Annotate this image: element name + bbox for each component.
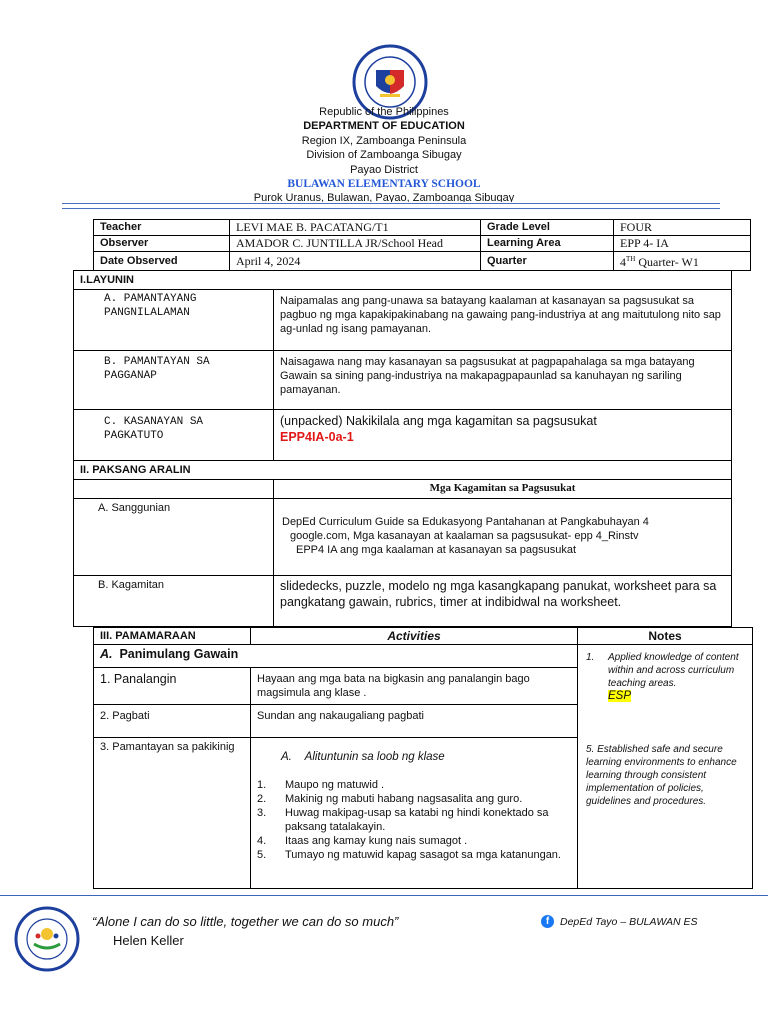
teacher-label: Teacher [94, 220, 230, 236]
note-5: 5. Established safe and secure learning environments to enhance learning through consistent implementation of policies, guidelines and procedures. [586, 744, 737, 807]
header-region: Region IX, Zamboanga Peninsula [301, 135, 467, 147]
rule-number: 1. [257, 779, 267, 791]
pamantayan-pakikinig-cell [251, 738, 578, 889]
grade-value: FOUR [614, 220, 751, 236]
pamantayan-sa-pagganap-label: B. PAMANTAYAN SA PAGGANAP [74, 351, 274, 410]
section-a-letter: A. [100, 647, 113, 661]
quarter-number: 4 [620, 255, 626, 269]
facebook-icon: f [541, 915, 554, 928]
notes-header: Notes [578, 628, 753, 645]
kasanayan-label: C. KASANAYAN SA PAGKATUTO [74, 410, 274, 461]
grade-label: Grade Level [481, 220, 614, 236]
footer-quote: “Alone I can do so little, together we can do so much” [92, 914, 399, 929]
competency-code: EPP4IA-0a-1 [280, 430, 354, 444]
header-district: Payao District [350, 164, 418, 176]
rule-item [257, 806, 571, 834]
rule-item [257, 778, 571, 792]
pamamaraan-title: III. PAMAMARAAN [94, 628, 251, 645]
note-1-number: 1. [586, 652, 595, 663]
header-republic: Republic of the Philippines [319, 106, 449, 118]
header-divider [62, 203, 720, 204]
sanggunian-label: A. Sanggunian [74, 499, 274, 576]
rule-text: Maupo ng matuwid . [285, 779, 385, 791]
quarter-rest: Quarter- W1 [635, 255, 699, 269]
quarter-value [614, 252, 751, 271]
rule-text: Makinig ng mabuti habang nagsasalita ang guro. [285, 793, 523, 805]
rule-item [257, 848, 571, 862]
rule-item [257, 834, 571, 848]
pamamaraan-table [93, 627, 753, 889]
observer-value: AMADOR C. JUNTILLA JR/School Head [230, 236, 481, 252]
notes-cell [578, 645, 753, 889]
sanggunian-cell [274, 499, 732, 576]
panimulang-gawain-row [94, 645, 578, 668]
rule-item [257, 792, 571, 806]
rule-text: Huwag makipag-usap sa katabi ng hindi konektado sa paksang tatalakayin. [285, 807, 549, 833]
footer-quote-author: Helen Keller [113, 933, 184, 948]
pamantayan-sa-pagganap-text: Naisagawa nang may kasanayan sa pagsusukat at pagpapahalaga sa mga batayang Gawain sa sining pang-industriya na makapagpapaunlad sa kanuhayan ng sariling pamayanan. [274, 351, 732, 410]
rule-number: 2. [257, 793, 267, 805]
rule-text: Itaas ang kamay kung nais sumagot . [285, 835, 468, 847]
header-department: DEPARTMENT OF EDUCATION [303, 120, 465, 132]
pagbati-label: 2. Pagbati [94, 705, 251, 738]
rule-text: Tumayo ng matuwid kapag sasagot sa mga katanungan. [285, 849, 561, 861]
facebook-page-link[interactable] [541, 915, 698, 928]
note-1-text [608, 651, 744, 703]
note-1 [586, 651, 744, 703]
alituntunin-title: Alituntunin sa loob ng klase [304, 751, 445, 763]
rule-number: 5. [257, 849, 267, 861]
pagbati-text: Sundan ang nakaugaliang pagbati [251, 705, 578, 738]
pamantayang-pangnilalaman-text: Naipamalas ang pang-unawa sa batayang kaalaman at kasanayan sa pagsusukat sa pagbuo ng mga kapakipakinabang na gawaing pang-industriya at ang maitutulong nito sap ag-unlad ng isang pamayanan. [274, 290, 732, 351]
activities-header: Activities [251, 628, 578, 645]
rule-number: 4. [257, 835, 267, 847]
date-label: Date Observed [94, 252, 230, 271]
paksa-topic: Mga Kagamitan sa Pagsusukat [274, 480, 732, 499]
paksa-title: II. PAKSANG ARALIN [74, 461, 732, 480]
sanggunian-line-1: DepEd Curriculum Guide sa Edukasyong Pantahanan at Pangkabuhayan 4 [282, 516, 649, 528]
header-school-name: BULAWAN ELEMENTARY SCHOOL [287, 178, 481, 190]
kagamitan-label: B. Kagamitan [74, 576, 274, 627]
pamantayan-pakikinig-label: 3. Pamantayan sa pakikinig [94, 738, 251, 889]
teacher-value: LEVI MAE B. PACATANG/T1 [230, 220, 481, 236]
header-division: Division of Zamboanga Sibugay [306, 149, 462, 161]
header-address: Purok Uranus, Bulawan, Payao, Zamboanga Sibugay [253, 192, 515, 202]
quarter-label: Quarter [481, 252, 614, 271]
header-divider-thin [62, 208, 720, 209]
kasanayan-cell [274, 410, 732, 461]
layunin-paksa-table [73, 270, 732, 627]
facebook-page-name: DepEd Tayo – BULAWAN ES [560, 915, 698, 928]
panalangin-label: 1. Panalangin [94, 668, 251, 705]
area-value: EPP 4- IA [614, 236, 751, 252]
alituntunin-letter: A. [281, 751, 292, 763]
kagamitan-text: slidedecks, puzzle, modelo ng mga kasangkapang panukat, worksheet para sa pangkatang gawain, rubrics, timer at indibidwal na worksheet. [274, 576, 732, 627]
kasanayan-text: (unpacked) Nakikilala ang mga kagamitan sa pagsusukat [280, 414, 597, 428]
footer-divider [0, 895, 768, 896]
date-value: April 4, 2024 [230, 252, 481, 271]
bulawan-es-logo [14, 906, 80, 972]
observer-label: Observer [94, 236, 230, 252]
note-1-body: Applied knowledge of content within and across curriculum teaching areas. [608, 652, 739, 689]
sanggunian-line-2: google.com, Mga kasanayan at kaalaman sa pagsusukat- epp 4_Rinstv [290, 530, 639, 542]
paksa-topic-spacer [74, 480, 274, 499]
sanggunian-line-3: EPP4 IA ang mga kaalaman at kasanayan sa pagsusukat [296, 544, 577, 556]
alituntunin-heading [257, 750, 571, 764]
pamantayang-pangnilalaman-label: A. PAMANTAYANG PANGNILALAMAN [74, 290, 274, 351]
layunin-title: I.LAYUNIN [74, 271, 732, 290]
esp-tag: ESP [608, 690, 632, 702]
quarter-suffix: TH [626, 255, 636, 263]
area-label: Learning Area [481, 236, 614, 252]
rule-number: 3. [257, 807, 267, 819]
alituntunin-list [257, 778, 571, 862]
observation-info-table [93, 219, 751, 271]
panimulang-gawain-title: Panimulang Gawain [119, 647, 239, 661]
panalangin-text: Hayaan ang mga bata na bigkasin ang panalangin bago magsimula ang klase . [251, 668, 578, 705]
